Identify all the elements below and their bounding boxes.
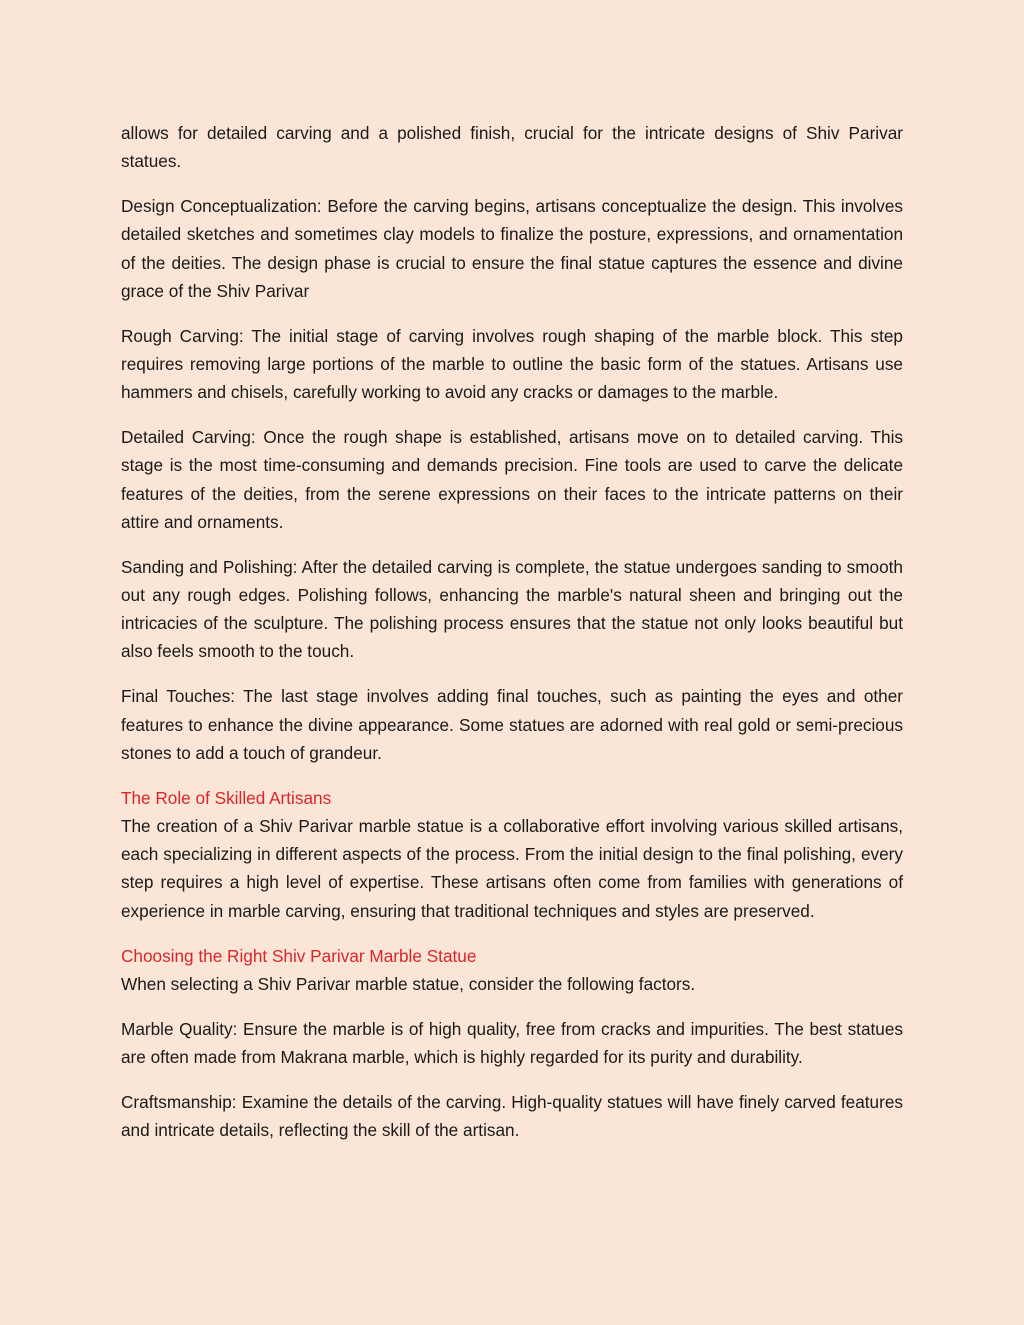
paragraph-sanding-polishing: Sanding and Polishing: After the detailed carving is complete, the statue undergoes sanding to smooth out any rough edges. Polishing follows, enhancing the marble's natural sheen and bringing out the intricacies of the sculpture. The polishing process ensures that the statue not only looks beautiful but also feels smooth to the touch.: [121, 556, 903, 662]
paragraph-final-touches: Final Touches: The last stage involves adding final touches, such as painting the eyes and other features to enhance the divine appearance. Some statues are adorned with real gold or semi-precious stones to add a touch of grandeur.: [121, 686, 903, 763]
paragraph-detailed-carving: Detailed Carving: Once the rough shape is established, artisans move on to detailed carving. This stage is the most time-consuming and demands precision. Fine tools are used to carve the delicate features of the deities, from the serene expressions on their faces to the intricate patterns on their attire and ornaments.: [121, 427, 903, 532]
document-page: [121, 119, 903, 1161]
section-heading-choosing: Choosing the Right Shiv Parivar Marble Statue: [121, 945, 477, 966]
section-role-of-artisans: [121, 784, 903, 925]
paragraph-rough-carving: Rough Carving: The initial stage of carving involves rough shaping of the marble block. This step requires removing large portions of the marble to outline the basic form of the statues. Artisans use hammers and chisels, carefully working to avoid any cracks or damages to the marble.: [121, 325, 903, 403]
section-heading-role: The Role of Skilled Artisans: [121, 787, 332, 808]
paragraph-craftsmanship: Craftsmanship: Examine the details of the carving. High-quality statues will have finely carved features and intricate details, reflecting the skill of the artisan.: [121, 1092, 903, 1141]
section-choosing-statue: [121, 942, 903, 998]
paragraph-marble-quality: Marble Quality: Ensure the marble is of high quality, free from cracks and impurities. The best statues are often made from Makrana marble, which is highly regarded for its purity and durability.: [121, 1018, 903, 1068]
section-body-choosing: When selecting a Shiv Parivar marble statue, consider the following factors.: [121, 973, 696, 994]
section-body-role: The creation of a Shiv Parivar marble statue is a collaborative effort involving various skilled artisans, each specializing in different aspects of the process. From the initial design to the final polishing, every step requires a high level of expertise. These artisans often come from families with generations of experience in marble carving, ensuring that traditional techniques and styles are preserved.: [121, 816, 903, 921]
paragraph-intro-continued: allows for detailed carving and a polished finish, crucial for the intricate designs of Shiv Parivar statues.: [121, 123, 903, 172]
paragraph-design-conceptualization: Design Conceptualization: Before the carving begins, artisans conceptualize the design. This involves detailed sketches and sometimes clay models to finalize the posture, expressions, and ornamentation of the deities. The design phase is crucial to ensure the final statue captures the essence and divine grace of the Shiv Parivar: [121, 196, 903, 301]
